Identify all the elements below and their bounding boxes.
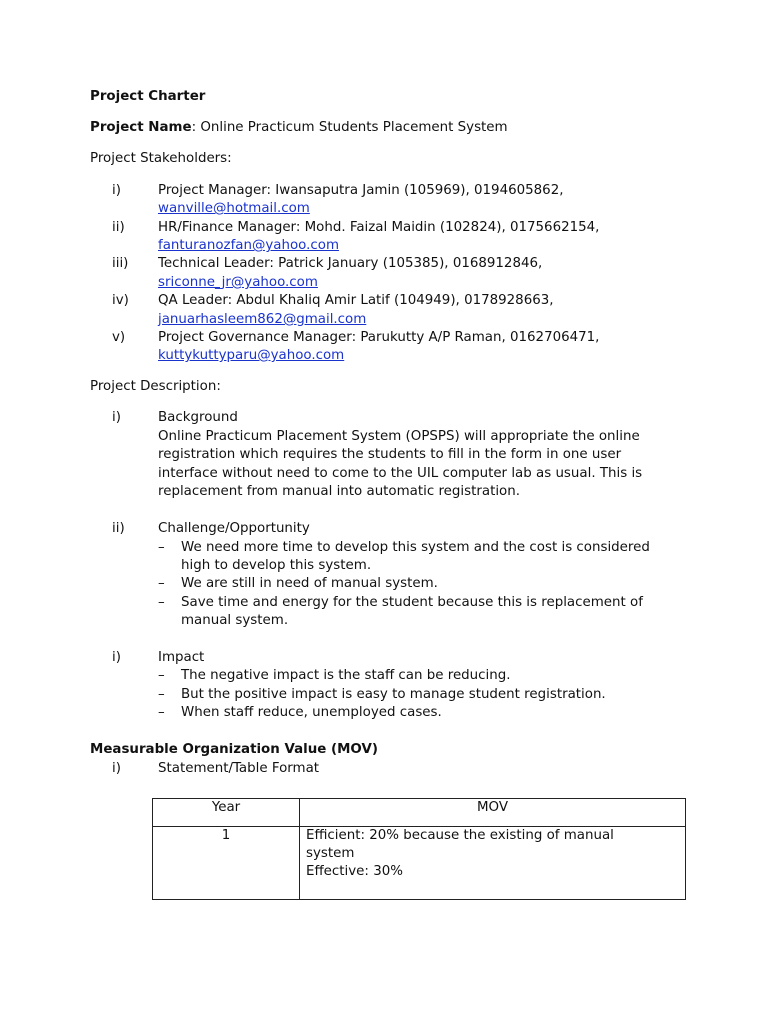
mov-cell-line: Efficient: 20% because the existing of manual (306, 828, 614, 843)
section-number: i) (112, 410, 121, 425)
stakeholder-number: ii) (112, 220, 125, 235)
challenge-title: Challenge/Opportunity (158, 521, 310, 536)
challenge-bullet-line: Save time and energy for the student because this is replacement of (181, 595, 643, 610)
column-header-mov: MOV (300, 799, 686, 827)
project-name-line (90, 119, 508, 137)
impact-bullet-line: When staff reduce, unemployed cases. (181, 705, 442, 720)
stakeholder-number: iii) (112, 256, 129, 271)
bullet-dash: – (158, 668, 165, 683)
year-cell: 1 (153, 827, 300, 900)
mov-cell (300, 827, 686, 900)
background-line: Online Practicum Placement System (OPSPS) will appropriate the online (158, 429, 640, 444)
stakeholder-text: Project Manager: Iwansaputra Jamin (105969), 0194605862, (158, 183, 564, 198)
stakeholder-text: Technical Leader: Patrick January (105385), 0168912846, (158, 256, 543, 271)
stakeholder-number: i) (112, 183, 121, 198)
project-name-label: Project Name (90, 120, 192, 135)
table-row (153, 827, 686, 900)
bullet-dash: – (158, 687, 165, 702)
bullet-dash: – (158, 540, 165, 555)
mov-cell-line: system (306, 846, 355, 861)
stakeholder-number: iv) (112, 293, 129, 308)
stakeholder-email-link[interactable]: wanville@hotmail.com (158, 201, 310, 216)
stakeholder-email-link[interactable]: januarhasleem862@gmail.com (158, 312, 367, 327)
column-header-year: Year (153, 799, 300, 827)
bullet-dash: – (158, 705, 165, 720)
project-name-value: : Online Practicum Students Placement System (191, 120, 508, 135)
background-line: interface without need to come to the UIL computer lab as usual. This is (158, 466, 643, 481)
challenge-bullet-line: manual system. (181, 613, 289, 628)
challenge-bullet-line: We need more time to develop this system and the cost is considered (181, 540, 650, 555)
mov-cell-line: Effective: 30% (306, 864, 403, 879)
stakeholder-email-link[interactable]: sriconne_jr@yahoo.com (158, 275, 318, 290)
document-title: Project Charter (90, 89, 206, 104)
impact-bullet-line: The negative impact is the staff can be reducing. (181, 668, 511, 683)
impact-title: Impact (158, 650, 205, 665)
section-number: i) (112, 761, 121, 776)
background-title: Background (158, 410, 238, 425)
bullet-dash: – (158, 576, 165, 591)
mov-heading: Measurable Organization Value (MOV) (90, 742, 378, 757)
section-number: ii) (112, 521, 125, 536)
bullet-dash: – (158, 595, 165, 610)
table-header-row (153, 799, 686, 827)
stakeholder-number: v) (112, 330, 126, 345)
impact-bullet-line: But the positive impact is easy to manage student registration. (181, 687, 606, 702)
mov-item-text: Statement/Table Format (158, 761, 320, 776)
stakeholder-text: Project Governance Manager: Parukutty A/P Raman, 0162706471, (158, 330, 600, 345)
background-line: replacement from manual into automatic registration. (158, 484, 520, 499)
stakeholders-label: Project Stakeholders: (90, 151, 232, 166)
description-label: Project Description: (90, 379, 221, 394)
challenge-bullet-line: We are still in need of manual system. (181, 576, 438, 591)
stakeholder-email-link[interactable]: kuttykuttyparu@yahoo.com (158, 348, 345, 363)
stakeholder-text: HR/Finance Manager: Mohd. Faizal Maidin (102824), 0175662154, (158, 220, 600, 235)
background-line: registration which requires the students to fill in the form in one user (158, 447, 622, 462)
section-number: i) (112, 650, 121, 665)
challenge-bullet-line: high to develop this system. (181, 558, 372, 573)
stakeholder-text: QA Leader: Abdul Khaliq Amir Latif (104949), 0178928663, (158, 293, 554, 308)
stakeholder-email-link[interactable]: fanturanozfan@yahoo.com (158, 238, 339, 253)
mov-table (152, 798, 686, 900)
